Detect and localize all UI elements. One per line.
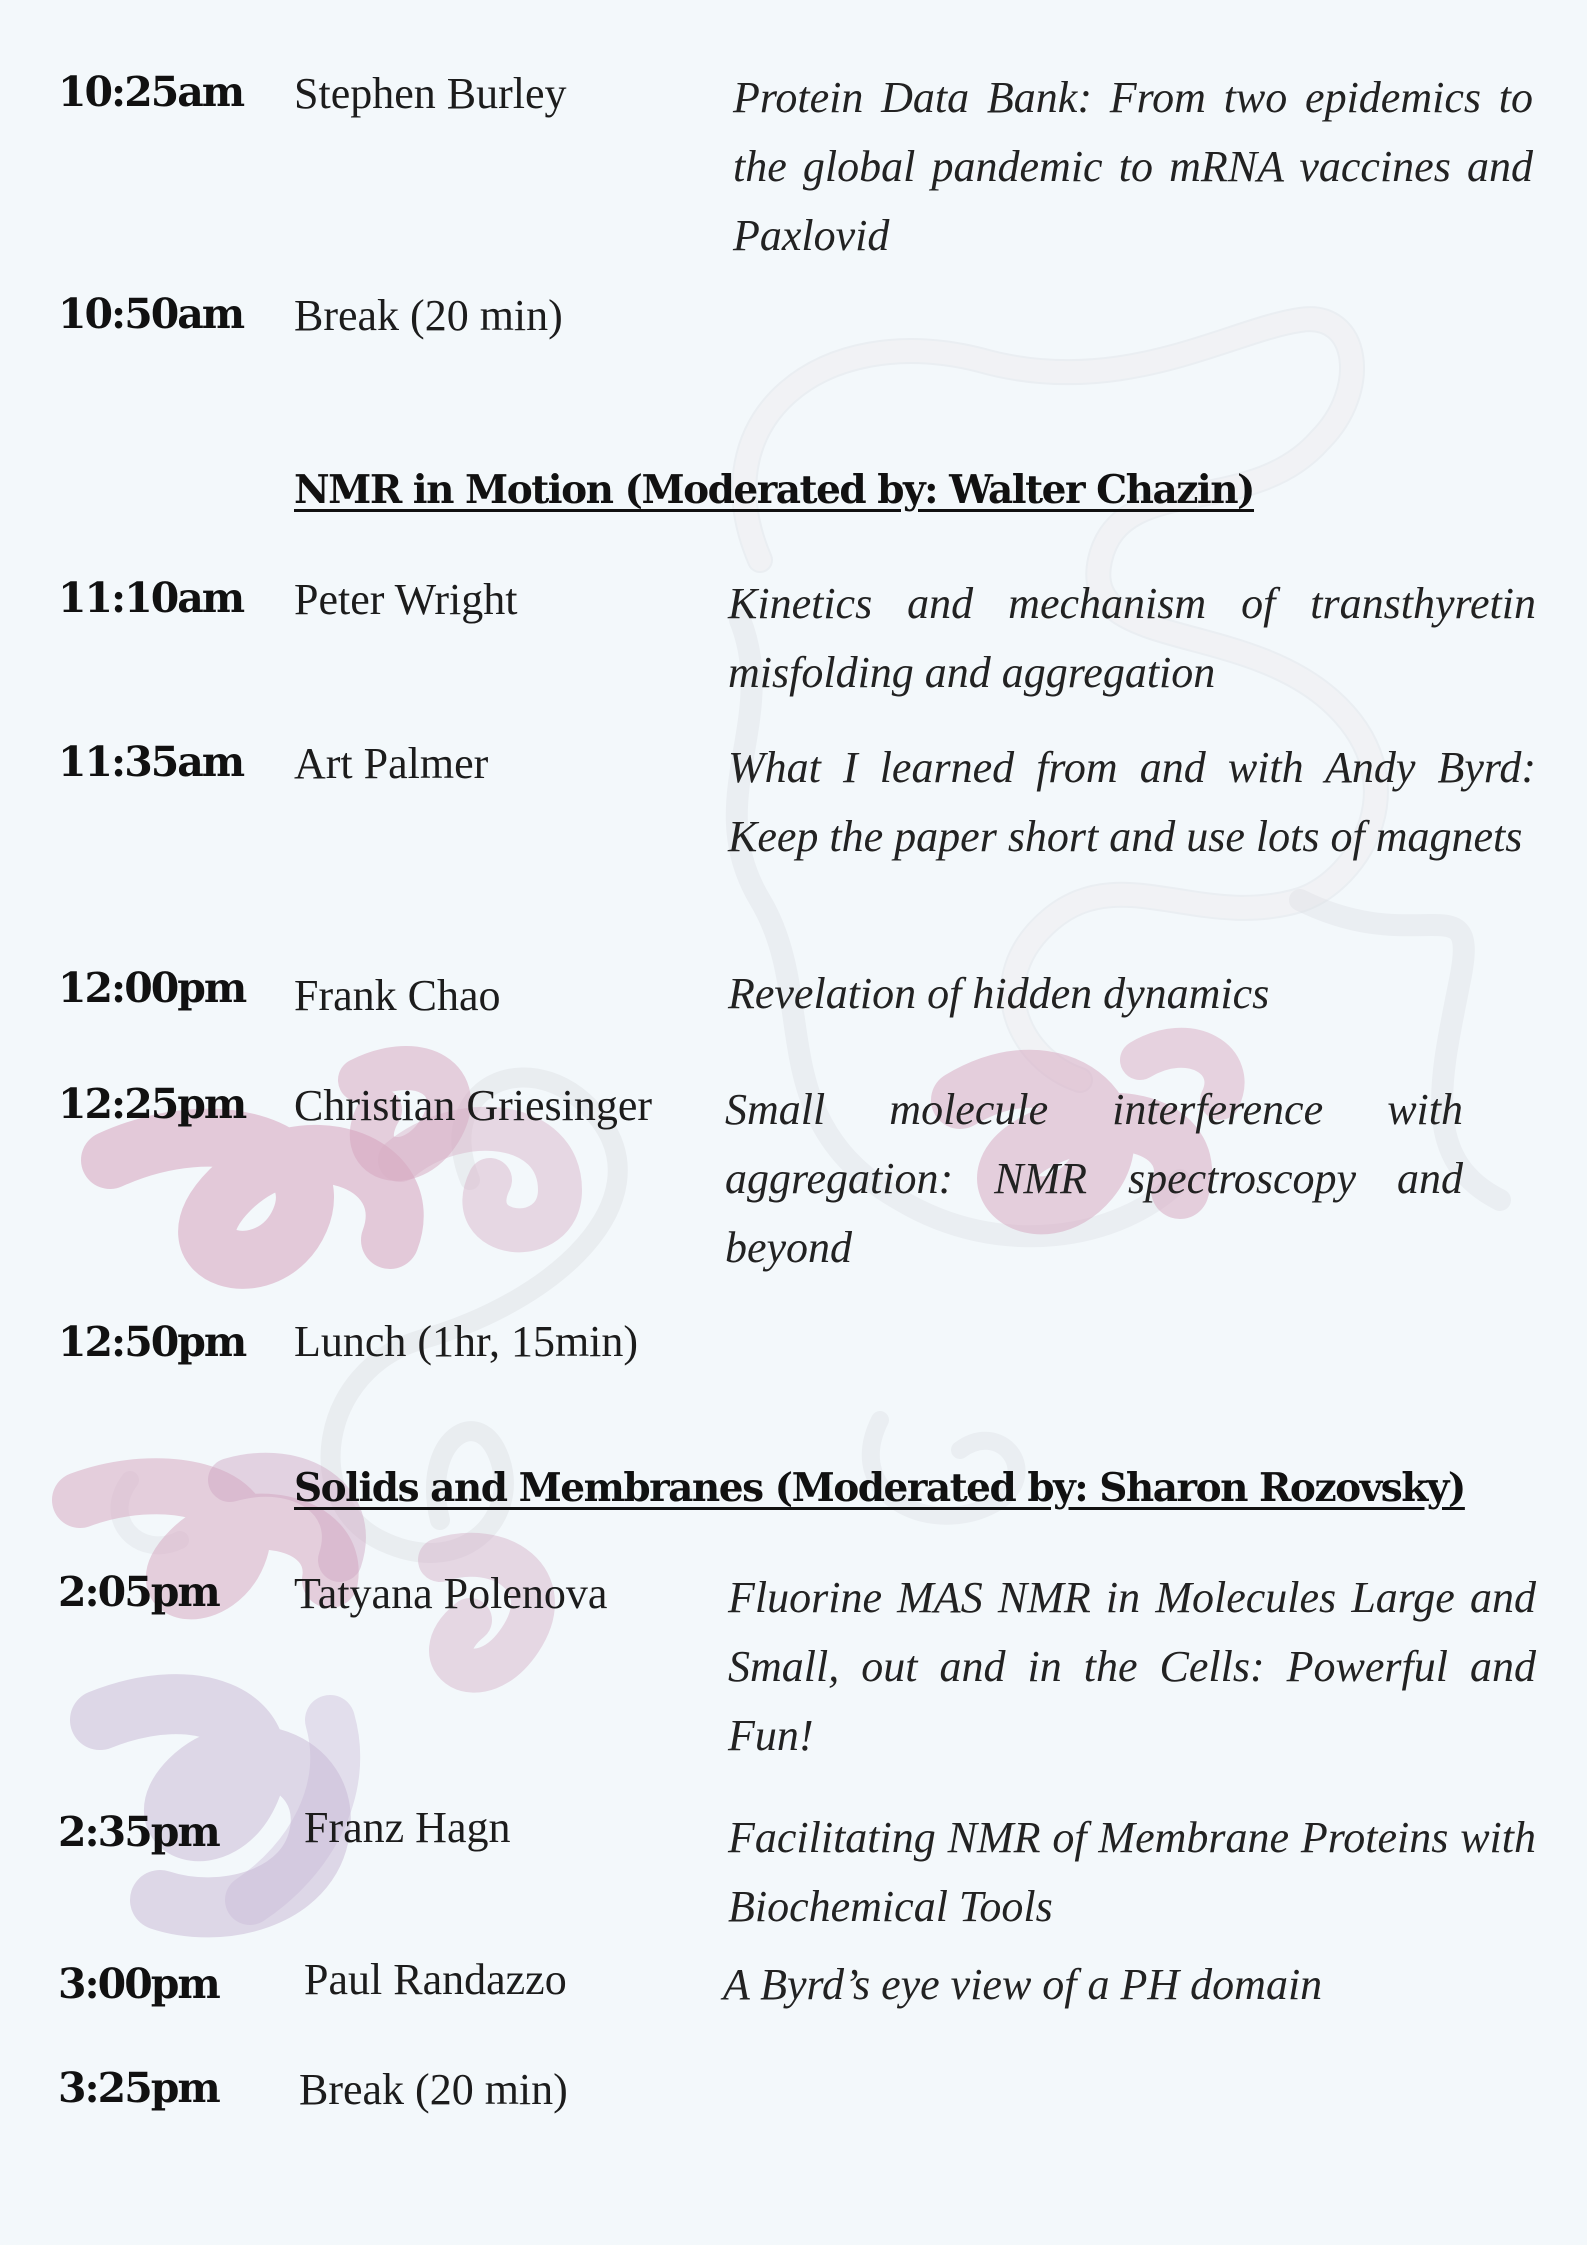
session-speaker: Lunch (1hr, 15min) bbox=[294, 1317, 639, 1366]
session-speaker: Paul Randazzo bbox=[304, 1955, 567, 2004]
session-time: 10:50am bbox=[58, 290, 244, 338]
session-speaker: Break (20 min) bbox=[294, 291, 563, 340]
session-time: 2:35pm bbox=[58, 1808, 219, 1856]
session-title: Protein Data Bank: From two epidemics to the global pandemic to mRNA vaccines and Paxlovid bbox=[733, 73, 1533, 260]
section-heading: Solids and Membranes (Moderated by: Sharon Rozovsky) bbox=[294, 1465, 1465, 1511]
session-speaker: Art Palmer bbox=[294, 739, 489, 788]
session-speaker: Franz Hagn bbox=[304, 1803, 511, 1852]
session-time: 3:00pm bbox=[58, 1960, 219, 2008]
session-title: A Byrd’s eye view of a PH domain bbox=[723, 1960, 1323, 2009]
session-speaker: Peter Wright bbox=[294, 575, 518, 624]
session-title: Small molecule interference with aggregation: NMR spectroscopy and beyond bbox=[725, 1085, 1463, 1272]
session-time: 11:35am bbox=[58, 738, 244, 786]
session-time: 10:25am bbox=[58, 68, 244, 116]
session-title: What I learned from and with Andy Byrd: Keep the paper short and use lots of magnets bbox=[728, 743, 1536, 861]
session-title: Revelation of hidden dynamics bbox=[728, 969, 1270, 1018]
session-time: 12:00pm bbox=[58, 964, 246, 1012]
session-title: Kinetics and mechanism of transthyretin misfolding and aggregation bbox=[728, 579, 1536, 697]
session-speaker: Tatyana Polenova bbox=[294, 1569, 608, 1618]
session-time: 12:50pm bbox=[58, 1318, 246, 1366]
session-title: Facilitating NMR of Membrane Proteins with Biochemical Tools bbox=[728, 1813, 1536, 1931]
session-time: 3:25pm bbox=[58, 2064, 219, 2112]
session-speaker: Frank Chao bbox=[294, 971, 501, 1020]
session-time: 11:10am bbox=[58, 574, 244, 622]
session-speaker: Christian Griesinger bbox=[294, 1081, 653, 1130]
session-title: Fluorine MAS NMR in Molecules Large and Small, out and in the Cells: Powerful and Fun! bbox=[728, 1573, 1536, 1760]
session-speaker: Stephen Burley bbox=[294, 69, 567, 118]
session-time: 12:25pm bbox=[58, 1080, 246, 1128]
session-time: 2:05pm bbox=[58, 1568, 219, 1616]
section-heading: NMR in Motion (Moderated by: Walter Chazin) bbox=[294, 467, 1255, 513]
session-speaker: Break (20 min) bbox=[299, 2065, 568, 2114]
